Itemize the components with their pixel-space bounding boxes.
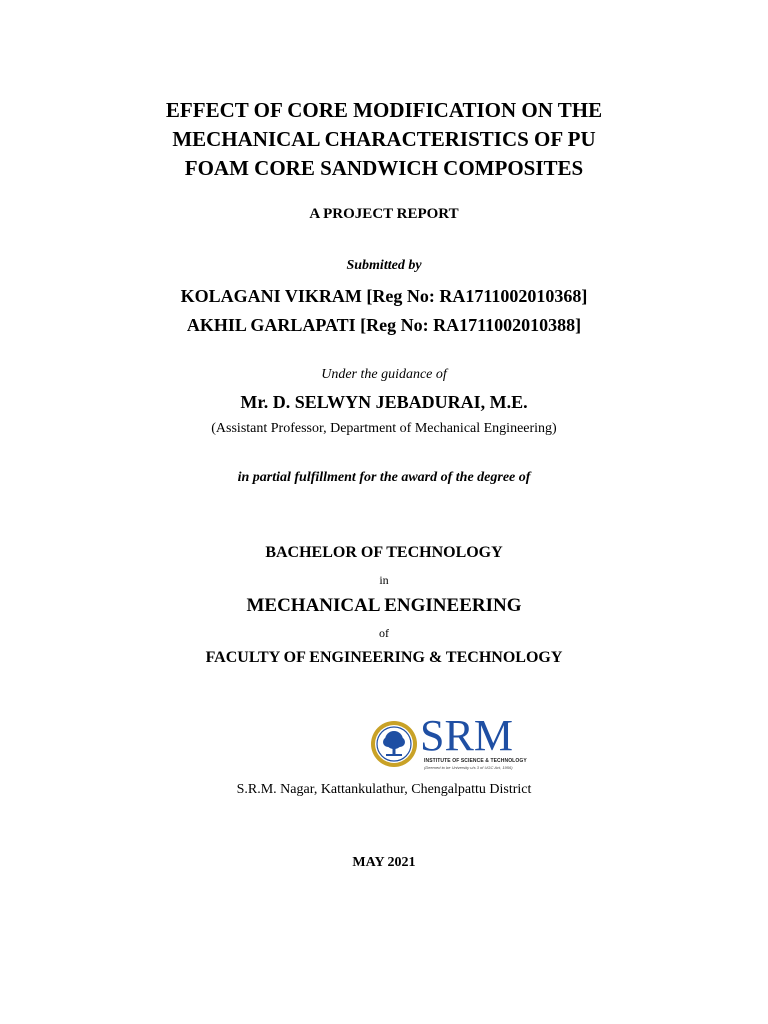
branch-name: MECHANICAL ENGINEERING: [246, 595, 522, 616]
logo-tagline: INSTITUTE OF SCIENCE & TECHNOLOGY: [424, 758, 527, 764]
fulfillment-text: in partial fulfillment for the award of the degree of: [237, 470, 531, 485]
title-line-3: FOAM CORE SANDWICH COMPOSITES: [184, 156, 584, 180]
of-connector: of: [379, 626, 389, 640]
submission-date: MAY 2021: [352, 855, 416, 870]
report-type: A PROJECT REPORT: [309, 206, 459, 222]
in-connector: in: [379, 573, 389, 587]
title-line-2: MECHANICAL CHARACTERISTICS OF PU: [172, 127, 596, 151]
guide-role: (Assistant Professor, Department of Mechanical Engineering): [211, 421, 557, 436]
title-line-1: EFFECT OF CORE MODIFICATION ON THE: [165, 98, 603, 122]
guidance-label: Under the guidance of: [321, 367, 447, 382]
author-1: KOLAGANI VIKRAM [Reg No: RA1711002010368]: [180, 286, 588, 306]
institution-seal-icon: [370, 720, 418, 768]
srm-logo: [370, 711, 530, 776]
faculty-name: FACULTY OF ENGINEERING & TECHNOLOGY: [205, 649, 563, 666]
logo-subline: (Deemed to be University u/s 3 of UGC Act, 1956): [424, 765, 513, 770]
institution-address: S.R.M. Nagar, Kattankulathur, Chengalpattu District: [236, 782, 532, 797]
author-2: AKHIL GARLAPATI [Reg No: RA1711002010388]: [186, 315, 582, 335]
report-title: [0, 96, 768, 183]
guide-name: Mr. D. SELWYN JEBADURAI, M.E.: [240, 392, 528, 412]
logo-wordmark: SRM: [420, 711, 513, 760]
degree-name: BACHELOR OF TECHNOLOGY: [265, 544, 503, 561]
submitted-by-label: Submitted by: [346, 258, 422, 273]
